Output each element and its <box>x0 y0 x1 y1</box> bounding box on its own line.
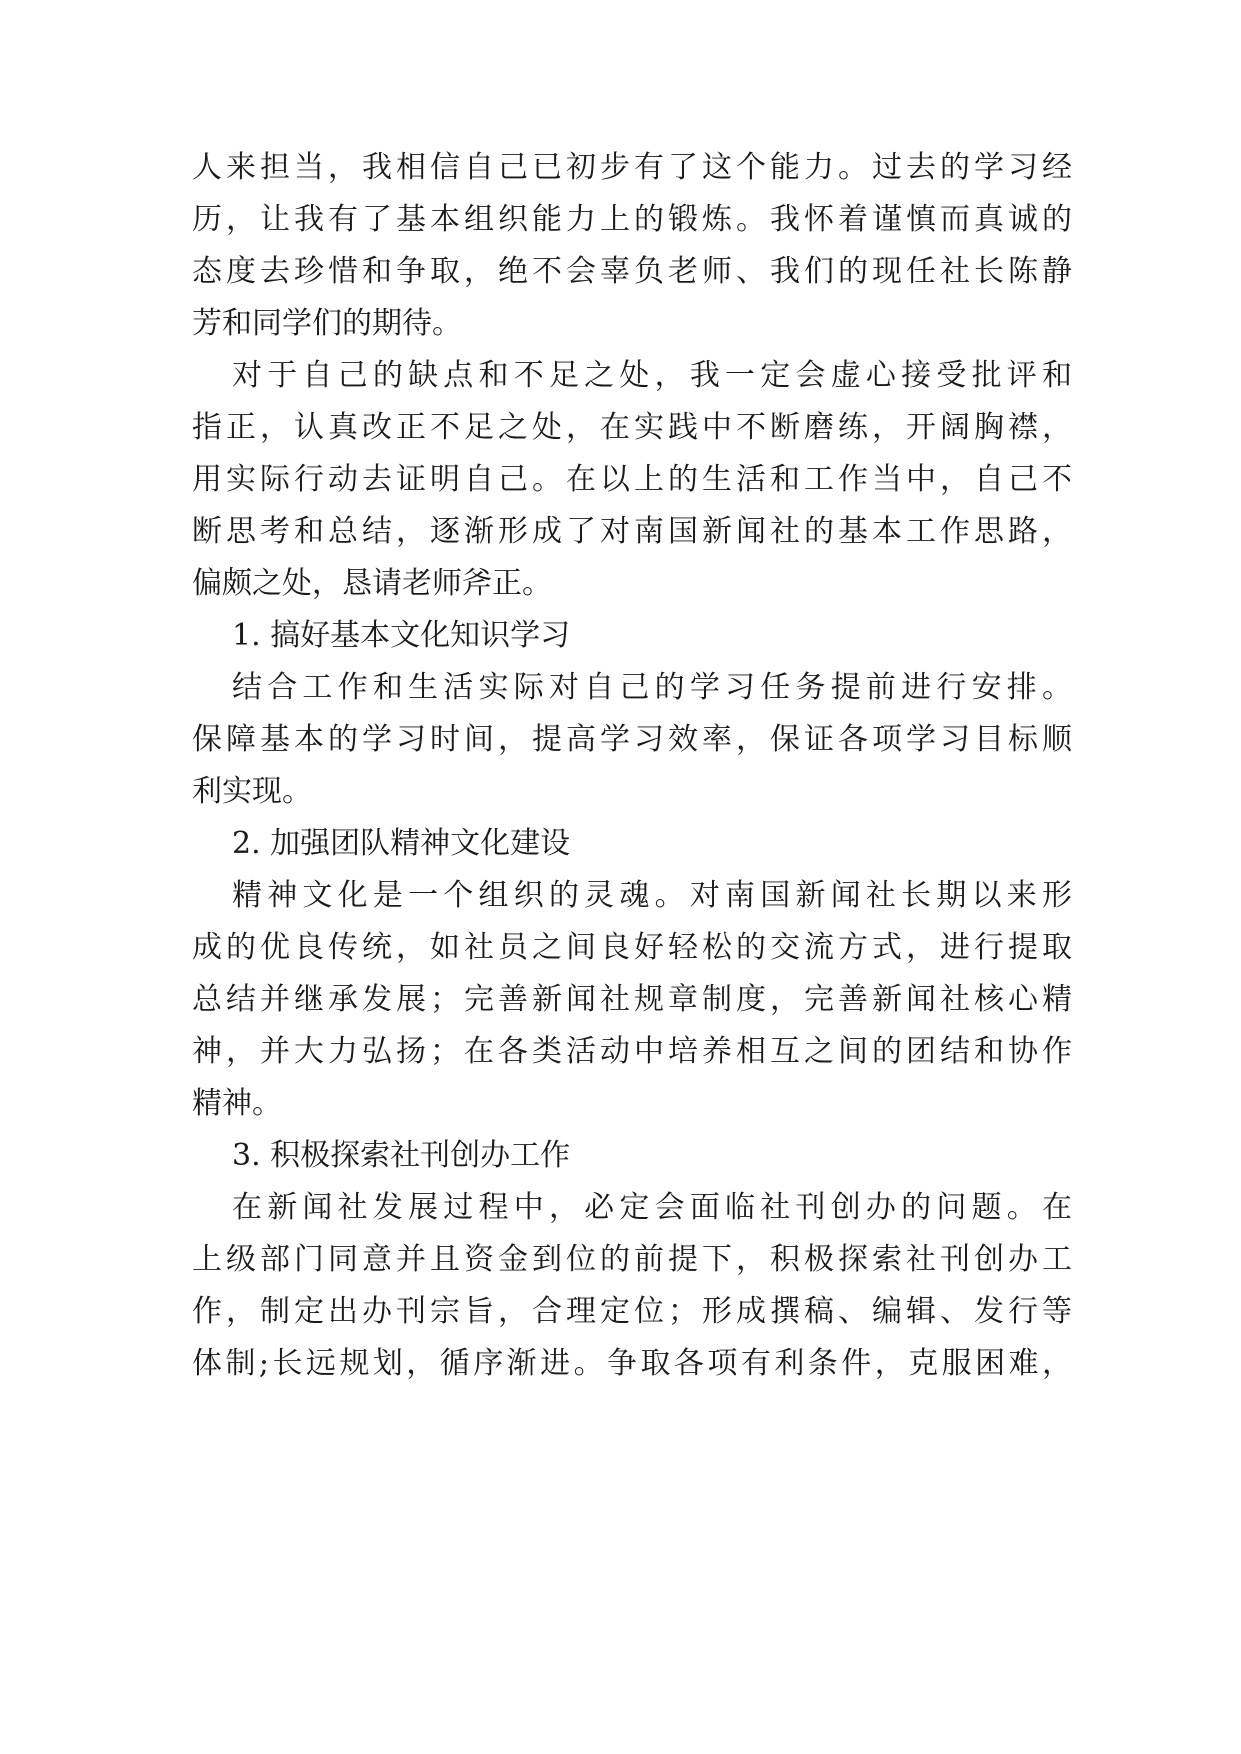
body-text-line: 神，并大力弘扬；在各类活动中培养相互之间的团结和协作 <box>192 1034 1072 1069</box>
body-text-line: 历，让我有了基本组织能力上的锻炼。我怀着谨慎而真诚的 <box>192 202 1072 237</box>
body-text-line: 用实际行动去证明自己。在以上的生活和工作当中，自己不 <box>192 462 1072 497</box>
paragraph-first-line: 精神文化是一个组织的灵魂。对南国新闻社长期以来形 <box>232 878 1072 913</box>
body-text-line: 作，制定出办刊宗旨，合理定位；形成撰稿、编辑、发行等 <box>192 1294 1072 1329</box>
paragraph-first-line: 对于自己的缺点和不足之处，我一定会虚心接受批评和 <box>232 358 1072 393</box>
body-text-line: 上级部门同意并且资金到位的前提下，积极探索社刊创办工 <box>192 1242 1072 1277</box>
body-text-line: 断思考和总结，逐渐形成了对南国新闻社的基本工作思路， <box>192 514 1072 549</box>
body-text-line: 成的优良传统，如社员之间良好轻松的交流方式，进行提取 <box>192 930 1072 965</box>
body-text-line: 芳和同学们的期待。 <box>192 306 462 341</box>
body-text-line: 态度去珍惜和争取，绝不会辜负老师、我们的现任社长陈静 <box>192 254 1072 289</box>
body-text-line: 人来担当，我相信自己已初步有了这个能力。过去的学习经 <box>192 150 1072 185</box>
body-text-line: 精神。 <box>192 1086 282 1121</box>
paragraph-first-line: 在新闻社发展过程中，必定会面临社刊创办的问题。在 <box>232 1190 1072 1225</box>
section-heading-2: 2. 加强团队精神文化建设 <box>232 826 571 861</box>
section-heading-3: 3. 积极探索社刊创办工作 <box>232 1138 571 1173</box>
body-text-line: 利实现。 <box>192 774 312 809</box>
body-text-line: 保障基本的学习时间，提高学习效率，保证各项学习目标顺 <box>192 722 1072 757</box>
section-heading-1: 1. 搞好基本文化知识学习 <box>232 618 571 653</box>
paragraph-first-line: 结合工作和生活实际对自己的学习任务提前进行安排。 <box>232 670 1072 705</box>
body-text-line: 总结并继承发展；完善新闻社规章制度，完善新闻社核心精 <box>192 982 1072 1017</box>
body-text-line: 指正，认真改正不足之处，在实践中不断磨练，开阔胸襟， <box>192 410 1072 445</box>
body-text-line: 体制;长远规划，循序渐进。争取各项有利条件，克服困难， <box>192 1346 1072 1381</box>
body-text-line: 偏颇之处，恳请老师斧正。 <box>192 566 552 601</box>
